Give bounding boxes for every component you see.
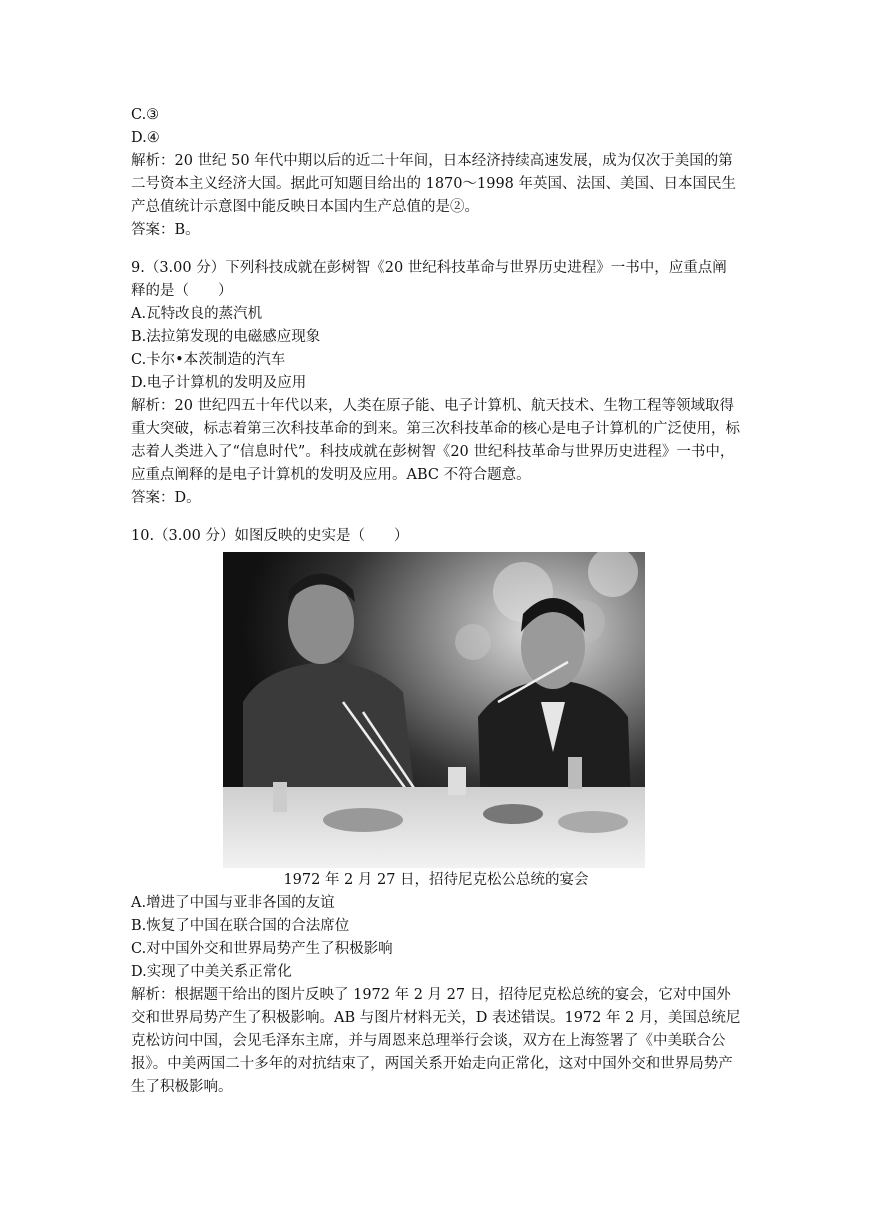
q9-option-c: C.卡尔•本茨制造的汽车 — [131, 352, 286, 368]
prev-answer: 答案：B。 — [131, 222, 200, 238]
banquet-photo — [223, 552, 645, 868]
prev-analysis: 解析：20 世纪 50 年代中期以后的近二十年间，日本经济持续高速发展，成为仅次于美国的第二号资本主义经济大国。据此可知题目给出的 1870～1998 年英国、法国、美国、日本国民生产总值统计示意图中能反映日本国内生产总值的是②。 — [131, 153, 737, 215]
q9-answer: 答案：D。 — [131, 490, 201, 506]
q10-analysis: 解析：根据题干给出的图片反映了 1972 年 2 月 27 日，招待尼克松总统的宴会，它对中国外交和世界局势产生了积极影响。AB 与图片材料无关，D 表述错误。1972 年 2 月，美国总统尼克松访问中国，会见毛泽东主席，并与周恩来总理举行会谈，双方在上海签署了《中美联合公报》。中美两国二十多年的对抗结束了，两国关系开始走向正常化，这对中国外交和世界局势产生了积极影响。 — [131, 987, 741, 1095]
q10-stem: 10.（3.00 分）如图反映的史实是（ ） — [131, 528, 409, 544]
q9-option-a: A.瓦特改良的蒸汽机 — [131, 306, 263, 322]
q10-option-d: D.实现了中美关系正常化 — [131, 964, 292, 980]
q10-option-c: C.对中国外交和世界局势产生了积极影响 — [131, 941, 393, 957]
q9-option-d: D.电子计算机的发明及应用 — [131, 375, 307, 391]
q10-option-b: B.恢复了中国在联合国的合法席位 — [131, 918, 350, 934]
q10-option-a: A.增进了中国与亚非各国的友谊 — [131, 895, 335, 911]
document-page — [131, 104, 741, 1099]
q9-stem: 9.（3.00 分）下列科技成就在彭树智《20 世纪科技革命与世界历史进程》一书中，应重点阐释的是（ ） — [131, 260, 727, 299]
q9-option-b: B.法拉第发现的电磁感应现象 — [131, 329, 321, 345]
prev-option-c: C.③ — [131, 107, 160, 123]
banquet-photo-image — [223, 552, 645, 868]
q9-analysis: 解析：20 世纪四五十年代以来，人类在原子能、电子计算机、航天技术、生物工程等领域取得重大突破，标志着第三次科技革命的到来。第三次科技革命的核心是电子计算机的广泛使用，标志着人类进入了“信息时代”。科技成就在彭树智《20 世纪科技革命与世界历史进程》一书中，应重点阐释的是电子计算机的发明及应用。ABC 不符合题意。 — [131, 398, 740, 483]
prev-option-d: D.④ — [131, 130, 160, 146]
photo-caption: 1972 年 2 月 27 日，招待尼克松公总统的宴会 — [283, 872, 589, 888]
